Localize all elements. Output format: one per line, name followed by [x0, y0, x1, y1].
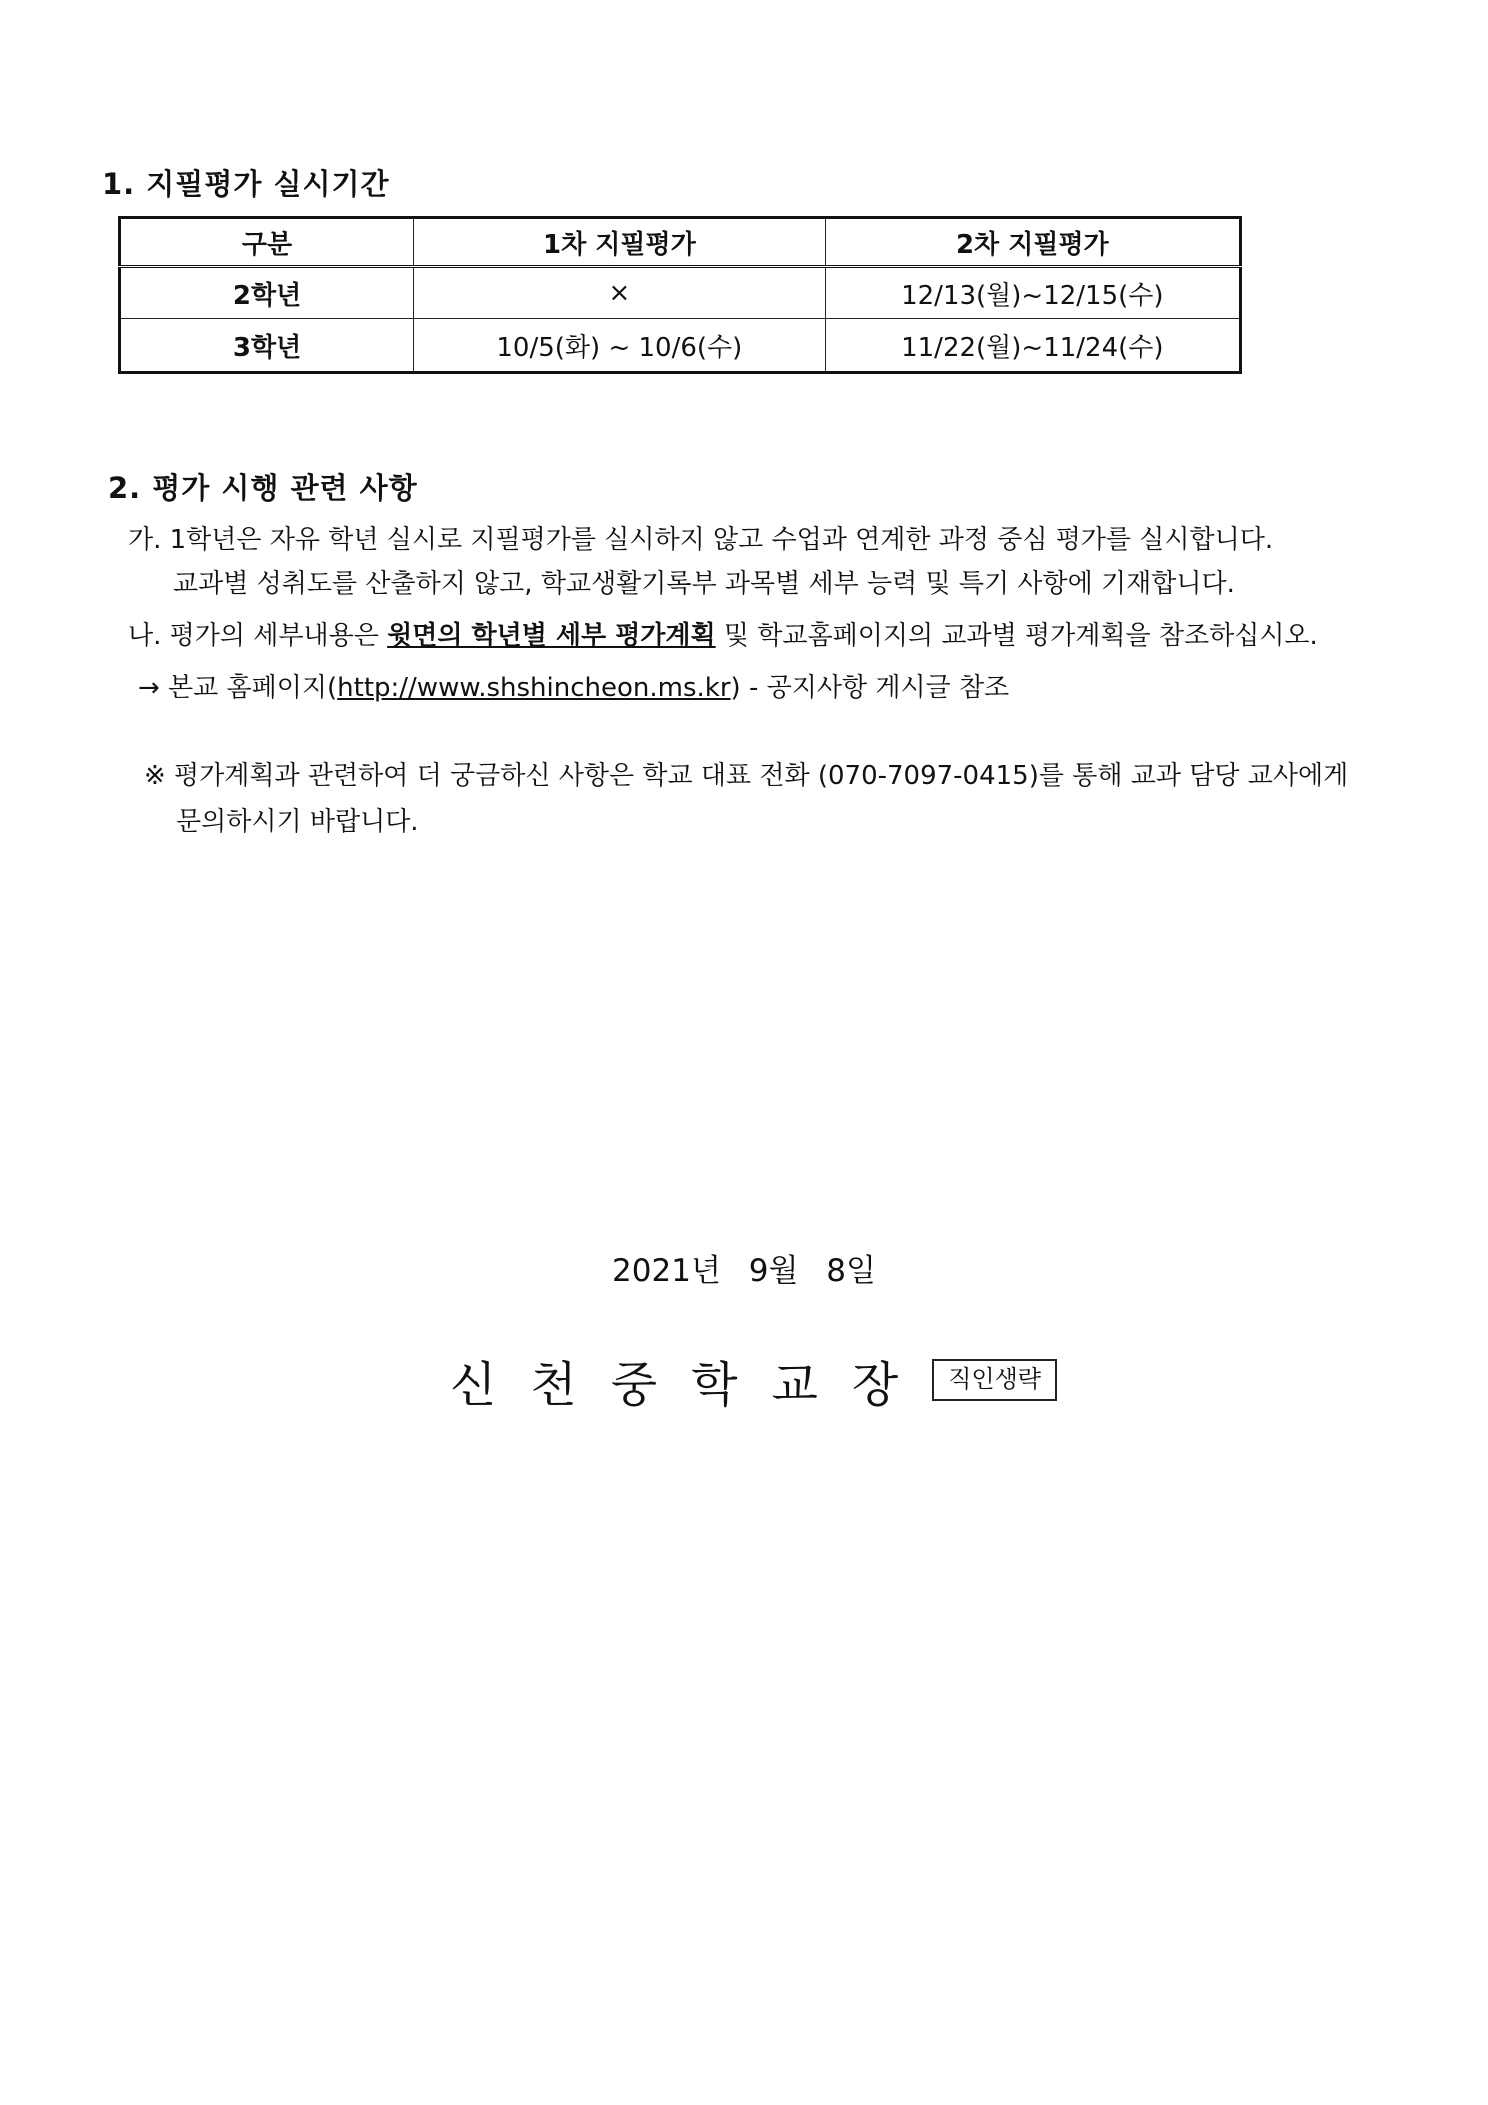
item-na-emphasis: 윗면의 학년별 세부 평가계획: [387, 621, 716, 651]
table-row: [120, 319, 1241, 373]
section1-title: 1. 지필평가 실시기간: [102, 167, 390, 201]
signatory-name: 신천중학교장: [450, 1356, 933, 1413]
note-line2: 문의하시기 바랍니다.: [176, 807, 419, 837]
row-second-exam: 12/13(월)~12/15(수): [825, 267, 1240, 319]
item-ga-line1: 가. 1학년은 자유 학년 실시로 지필평가를 실시하지 않고 수업과 연계한 과정 중심 평가를 실시합니다.: [128, 525, 1274, 555]
note-line1: ※ 평가계획과 관련하여 더 궁금하신 사항은 학교 대표 전화 (070-7097-0415)를 통해 교과 담당 교사에게: [144, 761, 1349, 791]
seal-omitted-box: 직인생략: [932, 1359, 1057, 1402]
item-na-prefix: 나. 평가의 세부내용은: [128, 621, 388, 651]
header-second-exam: 2차 지필평가: [825, 218, 1240, 267]
homepage-reference-prefix: → 본교 홈페이지(: [138, 673, 338, 703]
table-header-row: [120, 218, 1241, 267]
signature-block: [450, 1350, 1057, 1413]
item-na-suffix: 및 학교홈페이지의 교과별 평가계획을 참조하십시오.: [715, 621, 1318, 651]
item-ga-line2: 교과별 성취도를 산출하지 않고, 학교생활기록부 과목별 세부 능력 및 특기 사항에 기재합니다.: [173, 569, 1235, 599]
item-na: [128, 620, 1318, 654]
row-first-exam: 10/5(화) ~ 10/6(수): [414, 319, 826, 373]
exam-schedule-table: [118, 216, 1242, 374]
document-date: 2021년 9월 8일: [612, 1253, 876, 1289]
row-second-exam: 11/22(월)~11/24(수): [825, 319, 1240, 373]
section2-title: 2. 평가 시행 관련 사항: [108, 471, 418, 505]
header-category: 구분: [120, 218, 414, 267]
homepage-url-link[interactable]: http://www.shshincheon.ms.kr: [337, 673, 731, 703]
table-row: [120, 267, 1241, 319]
row-first-exam: ×: [414, 267, 826, 319]
row-grade: 3학년: [120, 319, 414, 373]
homepage-reference: [138, 672, 1009, 706]
row-grade: 2학년: [120, 267, 414, 319]
header-first-exam: 1차 지필평가: [414, 218, 826, 267]
homepage-reference-suffix: ) - 공지사항 게시글 참조: [730, 673, 1010, 703]
